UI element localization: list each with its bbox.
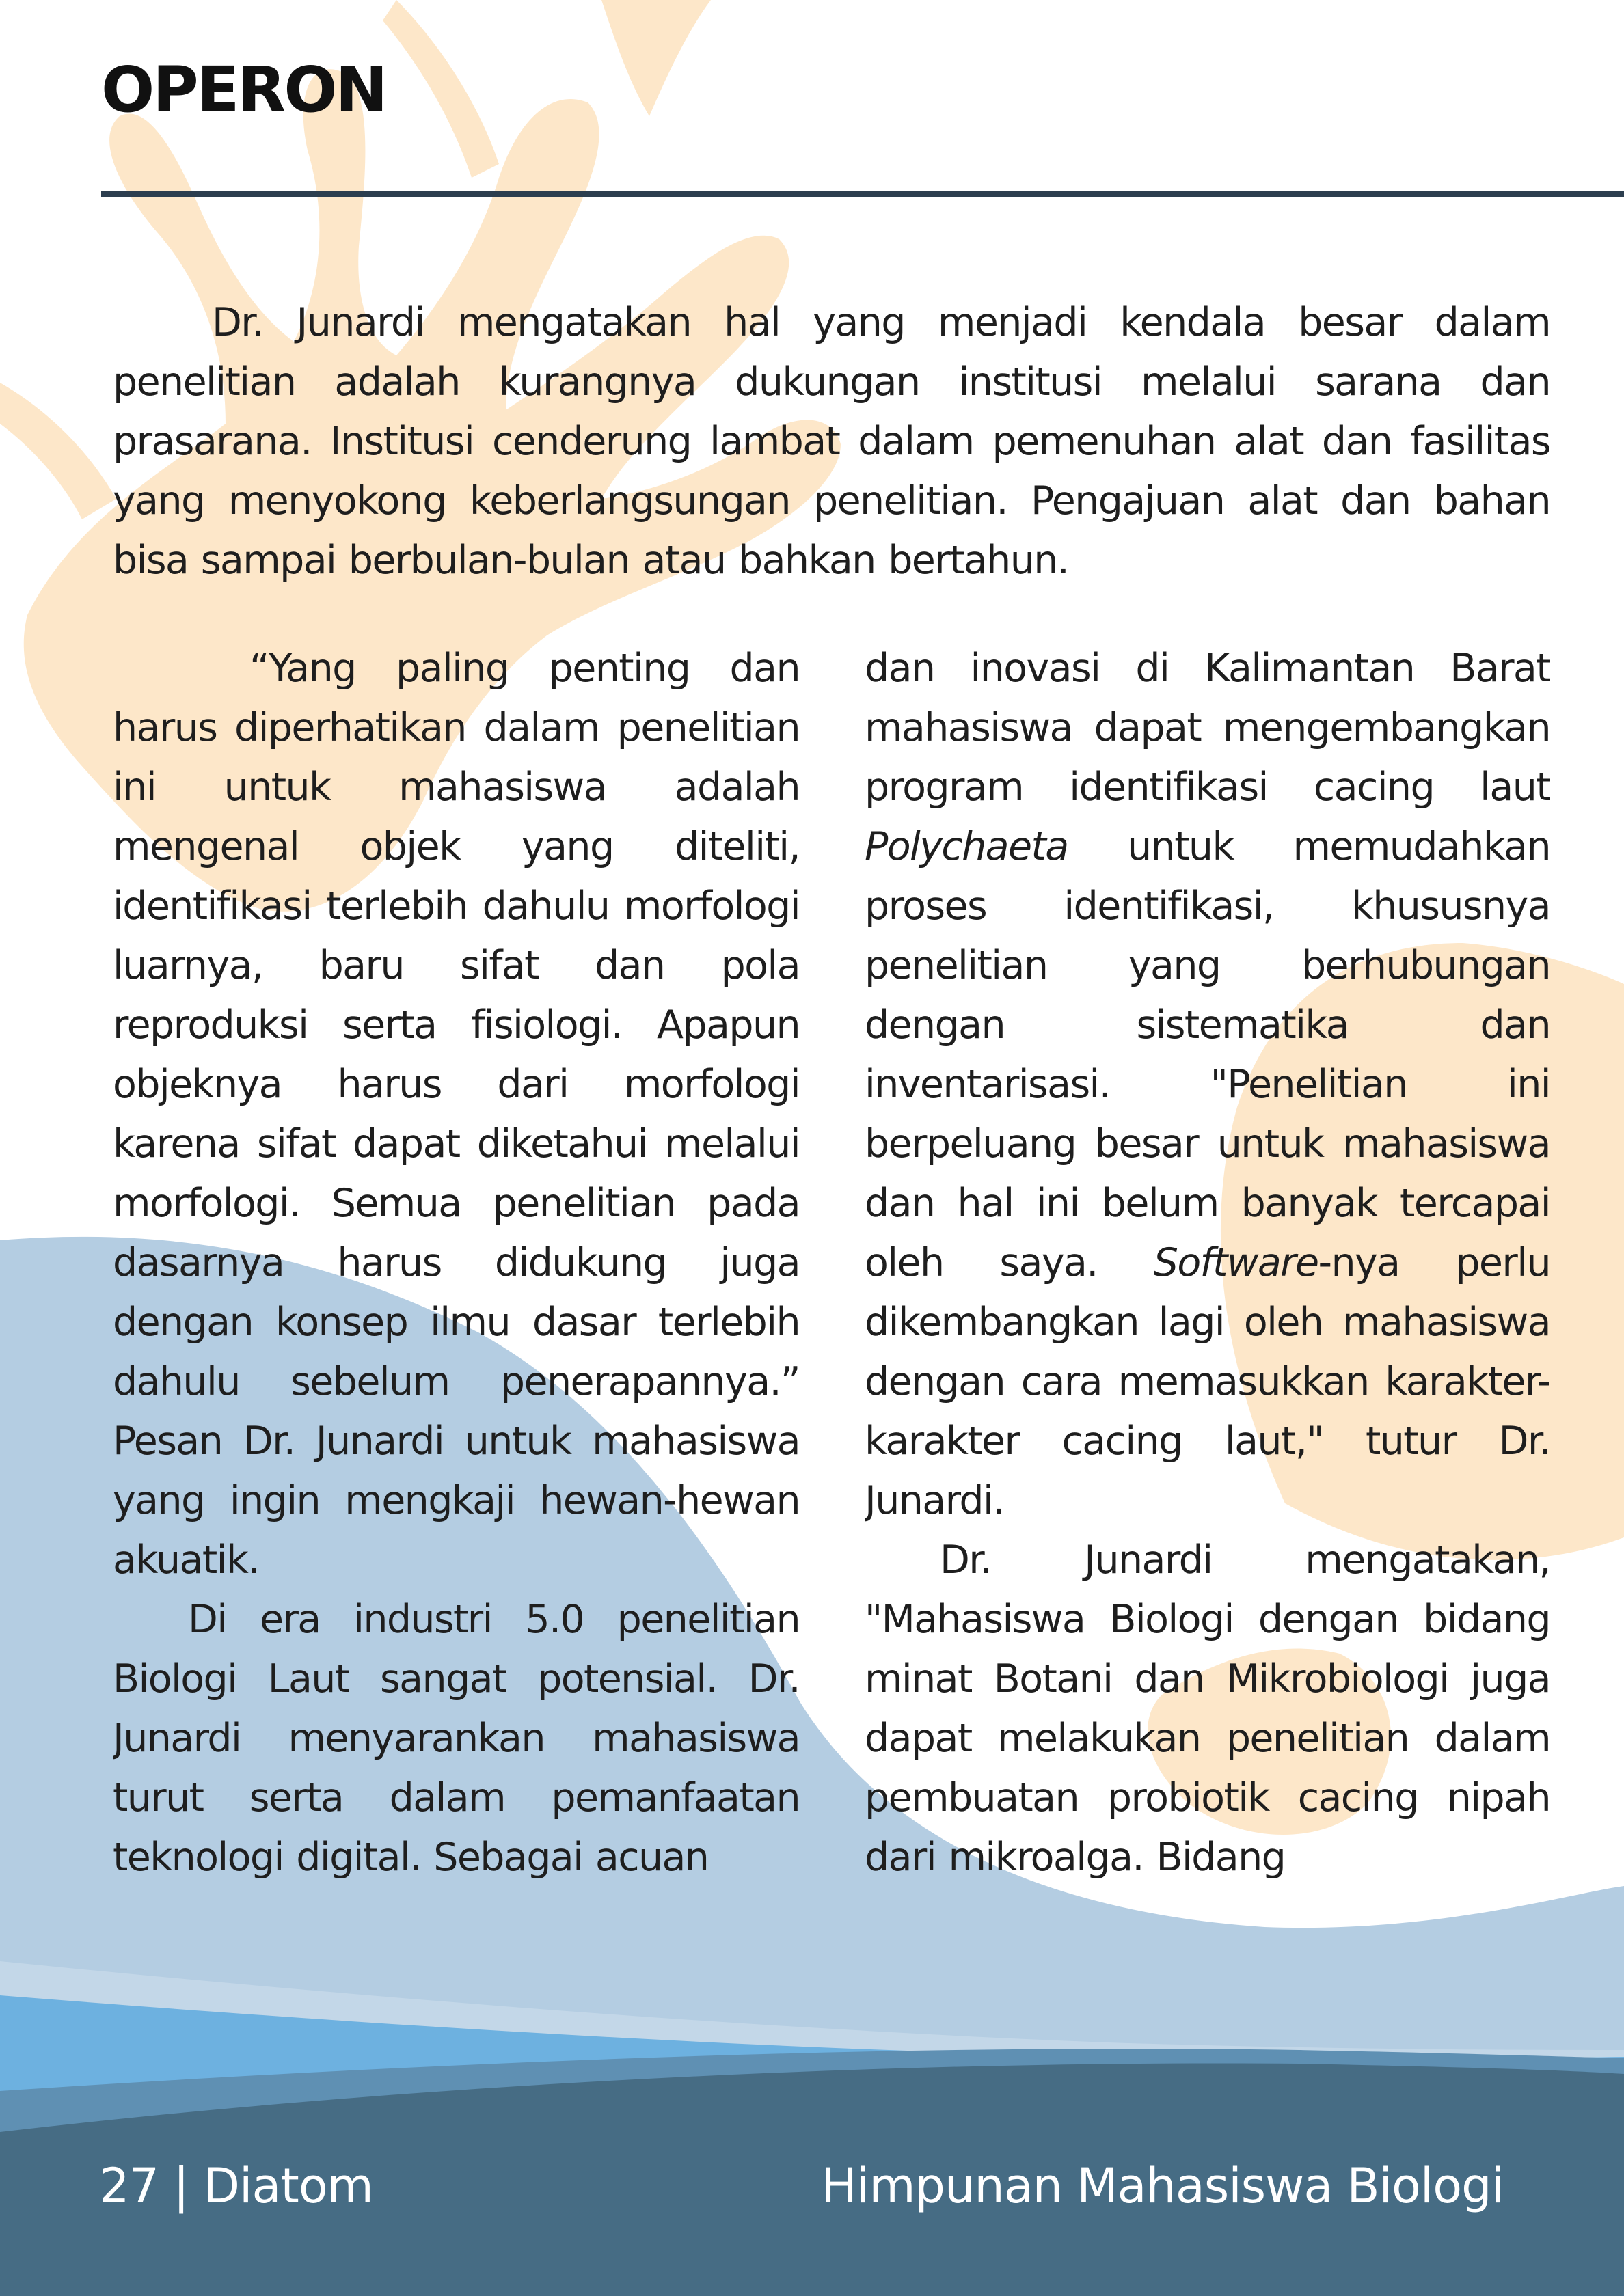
header-divider [101,191,1624,197]
left-column [113,639,800,1948]
right-paragraph-botany: Dr. Junardi mengatakan, "Mahasiswa Biologi dengan bidang minat Botani dan Mikrobiologi juga dapat melakukan penelitian dalam pembuatan probiotik cacing nipah dari mikroalga. Bidang [865,1538,1550,1880]
right-text-segment: untuk memudahkan proses identifikasi, khususnya penelitian yang berhubungan dengan sistematika dan inventarisasi. "Penelitian ini berpeluang besar untuk mahasiswa dan hal ini belum banyak tercapai oleh saya. [865,824,1550,1285]
section-title: OPERON [101,53,386,126]
right-text-segment: dan inovasi di Kalimantan Barat mahasiswa dapat mengembangkan program identifikasi cacing laut [865,646,1550,810]
left-paragraph-quote: “Yang paling penting dan harus diperhatikan dalam penelitian ini untuk mahasiswa adalah mengenal objek yang diteliti, identifikasi terlebih dahulu morfologi luarnya, baru sifat dan pola reproduksi serta fisiologi. Apapun objeknya harus dari morfologi karena sifat dapat diketahui melalui morfologi. Semua penelitian pada dasarnya harus didukung juga dengan konsep ilmu dasar terlebih dahulu sebelum penerapannya.” Pesan Dr. Junardi untuk mahasiswa yang ingin mengkaji hewan-hewan akuatik. [113,646,800,1583]
species-name: Polychaeta [865,824,1068,869]
intro-paragraph: Dr. Junardi mengatakan hal yang menjadi kendala besar dalam penelitian adalah kurangnya dukungan institusi melalui sarana dan prasarana. Institusi cenderung lambat dalam pemenuhan alat dan fasilitas yang menyokong keberlangsungan penelitian. Pengajuan alat dan bahan bisa sampai berbulan-bulan atau bahkan bertahun. [113,300,1550,583]
software-term: Software [1153,1240,1318,1285]
right-text-segment: -nya perlu dikembangkan lagi oleh mahasiswa dengan cara memasukkan karakter-karakter cacing laut," tutur Dr. Junardi. [865,1240,1550,1523]
right-column [865,639,1550,1948]
footer-page-label: 27 | Diatom [99,2158,373,2214]
left-paragraph-industry: Di era industri 5.0 penelitian Biologi Laut sangat potensial. Dr. Junardi menyarankan mahasiswa turut serta dalam pemanfaatan teknologi digital. Sebagai acuan [113,1597,800,1880]
right-paragraph-software [865,639,1550,1531]
footer-organization: Himpunan Mahasiswa Biologi [821,2158,1504,2214]
